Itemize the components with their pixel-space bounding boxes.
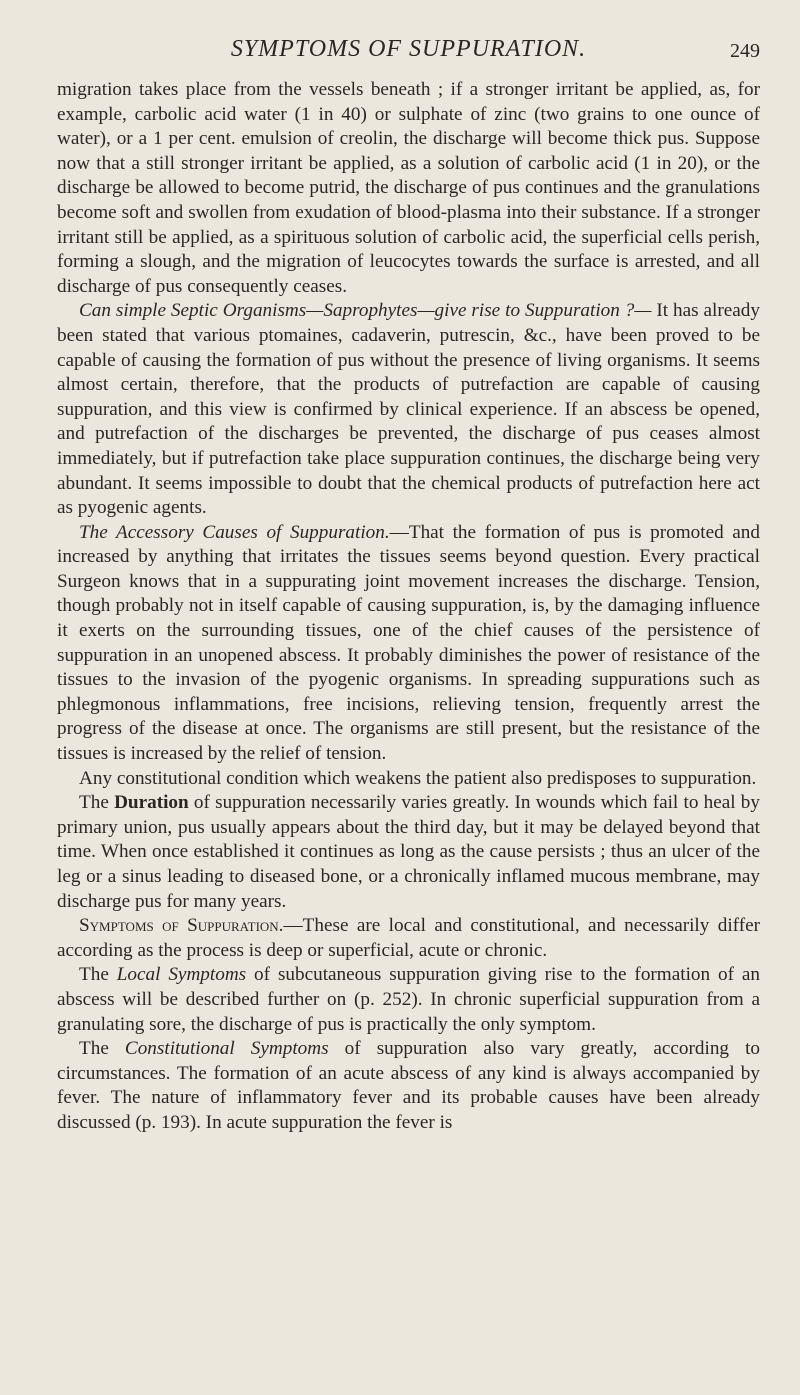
paragraph-text: of suppuration necessarily varies greatly. In wounds which fail to heal by primary union, pus usually appears about the third day, but it may be delayed beyond that time. When once established it continues as long as the cause persists ; thus an ulcer of the leg or a sinus leading to diseased bone, or a chronically inflamed mucous membrane, may discharge pus for many years. (57, 792, 760, 912)
paragraph-septic-organisms (57, 299, 760, 520)
paragraph-constitutional-symptoms (57, 1037, 760, 1135)
paragraph-lead: The (79, 792, 115, 814)
paragraph-local-symptoms (57, 963, 760, 1037)
paragraph-text: —These are local and constitutional, and necessarily differ according as the process is deep or superficial, acute or chronic. (57, 915, 760, 961)
paragraph-lead: The (79, 1038, 125, 1060)
paragraph-text: of suppuration also vary greatly, according to circumstances. The formation of an acute abscess of any kind is always accompanied by fever. The nature of inflammatory fever and its probable causes have been already discussed (p. 193). In acute suppuration the fever is (57, 1038, 760, 1133)
paragraph-lead: The (79, 964, 117, 986)
paragraph-text: It has already been stated that various ptomaines, cadaverin, putrescin, &c., have been proved to be capable of causing the formation of pus without the presence of living organisms. It seems almost certain, therefore, that the products of putrefaction are capable of causing suppuration, and this view is confirmed by clinical experience. If an abscess be opened, and putrefaction of the discharges be prevented, the discharge of pus ceases almost immediately, but if putrefaction take place suppuration continues, the discharge being very abundant. It seems impossible to doubt that the chemical products of putrefaction here act as pyogenic agents. (57, 300, 760, 519)
page-number: 249 (730, 40, 760, 62)
paragraph-text: —That the formation of pus is promoted and increased by anything that irritates the tissues seems beyond question. Every practical Surgeon knows that in a suppurating joint movement increases the discharge. Tension, though probably not in itself capable of causing suppuration, is, by the damaging influence it exerts on the surrounding tissues, one of the chief causes of the persistence of suppuration in an unopened abscess. It probably diminishes the power of resistance of the tissues to the invasion of the pyogenic organisms. In spreading suppurations such as phlegmonous inflammations, free incisions, relieving tension, frequently arrest the progress of the disease at once. The organisms are still present, but the resistance of the tissues is increased by the relief of tension. (57, 521, 760, 765)
page-header (57, 0, 760, 78)
paragraph-text: migration takes place from the vessels beneath ; if a stronger irritant be applied, as, for example, carbolic acid water (1 in 40) or sulphate of zinc (two grains to one ounce of water), or a 1 per cent. emulsion of creolin, the discharge will become thick pus. Suppose now that a still stronger irritant be applied, as a solution of carbolic acid (1 in 20), or the discharge be allowed to become putrid, the discharge of pus continues and the granulations become soft and swollen from exudation of blood-plasma into their substance. If a stronger irritant still be applied, as a spirituous solution of carbolic acid, the superficial cells perish, forming a slough, and the migration of leucocytes towards the surface is arrested, and all discharge of pus consequently ceases. (57, 79, 760, 297)
section-heading-constitutional-symptoms: Constitutional Symptoms (124, 1038, 329, 1060)
section-heading-septic-organisms: Can simple Septic Organisms—Saprophytes—give rise to Suppuration ?— (79, 300, 652, 322)
paragraph-symptoms (57, 914, 760, 963)
paragraph-migration (57, 78, 760, 299)
section-heading-accessory-causes: The Accessory Causes of Suppuration. (79, 521, 390, 543)
section-heading-local-symptoms: Local Symptoms (116, 964, 247, 986)
body-text (57, 78, 760, 1136)
section-heading-duration: Duration (114, 792, 189, 814)
paragraph-text: of subcutaneous suppuration giving rise to the formation of an abscess will be described further on (p. 252). In chronic superficial suppuration from a granulating sore, the discharge of pus is practically the only symptom. (57, 964, 760, 1035)
paragraph-duration (57, 791, 760, 914)
paragraph-constitutional-condition (57, 767, 760, 792)
paragraph-accessory-causes (57, 521, 760, 767)
running-title: SYMPTOMS OF SUPPURATION. (230, 36, 587, 62)
paragraph-text: Any constitutional condition which weakens the patient also predisposes to suppuration. (79, 767, 757, 789)
section-heading-symptoms: Symptoms of Suppuration. (79, 915, 284, 937)
